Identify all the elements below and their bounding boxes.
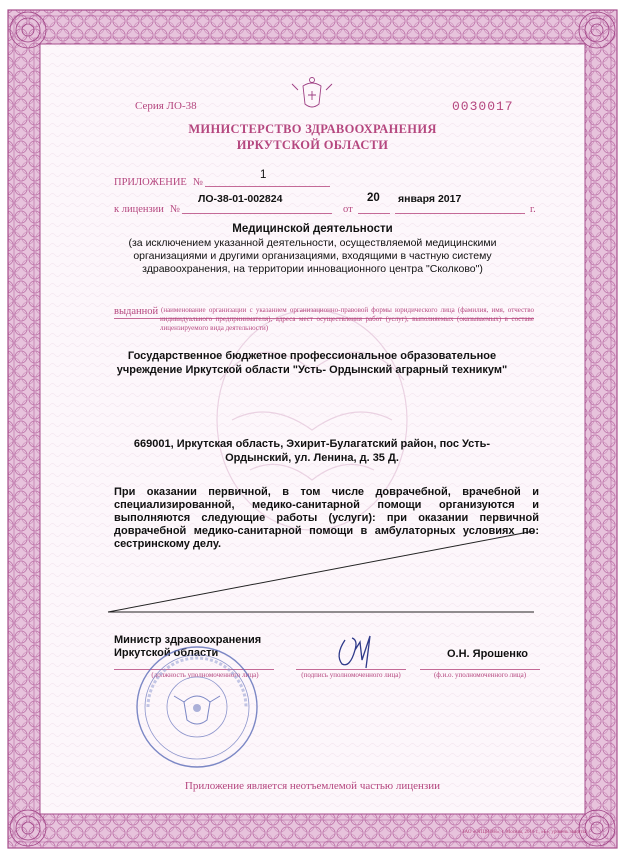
signature-hint: (подпись уполномоченного лица) [301, 671, 401, 679]
position-line2: Иркутской области [114, 647, 219, 659]
activity-note: (за исключением указанной деятельности, осуществляемой медицинскими организациями и другими организациями, входящими в частную систему здравоохранения, на территории инновационного центра "Сколково") [128, 237, 497, 275]
printer-imprint: ЗАО «ОПЦИОН», г. Москва, 2016 г., «Б», уровень защиты [462, 830, 586, 835]
appendix-no-sign: № [193, 177, 204, 188]
position-line1: Министр здравоохранения [114, 634, 262, 646]
license-month-year: января 2017 [398, 193, 462, 205]
signature-line [296, 669, 406, 670]
organization-address: 669001, Иркутская область, Эхирит-Булагатский район, пос Усть-Ордынский, ул. Ленина, д. 35 Д. [133, 438, 491, 464]
name-line [420, 669, 540, 670]
license-day: 20 [367, 192, 380, 204]
appendix-number-line [205, 186, 330, 187]
license-number-line [182, 213, 332, 214]
official-seal-icon [134, 644, 260, 770]
ministry-title-line1: МИНИСТЕРСТВО ЗДРАВООХРАНЕНИЯ [188, 122, 437, 136]
issued-hint: (наименование организации с указанием организационно-правовой формы юридического лица (фамилия, имя, отчество индивидуального предпринимателя), адреса мест осуществления работ (услуг), выполняемых (оказываемых) в составе лицензируемого вида деятельности) [160, 306, 534, 332]
license-no-sign: № [170, 204, 181, 215]
issued-label: выданной [114, 306, 159, 317]
form-number: 0030017 [452, 99, 514, 114]
to-license-label: к лицензии [114, 204, 164, 215]
name-hint: (ф.и.о. уполномоченного лица) [433, 671, 527, 679]
license-number: ЛО-38-01-002824 [198, 193, 283, 205]
activity-title: Медицинской деятельности [232, 223, 393, 235]
year-suffix: г. [530, 204, 536, 215]
appendix-label: ПРИЛОЖЕНИЕ [114, 177, 187, 188]
footer-note: Приложение является неотъемлемой частью лицензии [184, 780, 441, 792]
signatory-name: О.Н. Ярошенко [447, 648, 529, 660]
organization-name: Государственное бюджетное профессиональное образовательное учреждение Иркутской области "Усть- Ордынский аграрный техникум" [116, 350, 508, 376]
position-hint: (должность уполномоченного лица) [151, 671, 259, 679]
appendix-number: 1 [260, 169, 267, 181]
license-day-line [358, 213, 390, 214]
services-description: При оказании первичной, в том числе доврачебной, врачебной и специализированной, медико-санитарной помощи организуются и выполняются следующие работы (услуги): при оказании первичной доврачебной медико-санитарной помощи в амбулаторных условиях по: сестринскому делу. [114, 486, 539, 550]
from-label: от [343, 204, 353, 215]
series-label: Серия ЛО-38 [135, 100, 197, 112]
license-month-line [395, 213, 525, 214]
ministry-title-line2: ИРКУТСКОЙ ОБЛАСТИ [236, 138, 389, 152]
